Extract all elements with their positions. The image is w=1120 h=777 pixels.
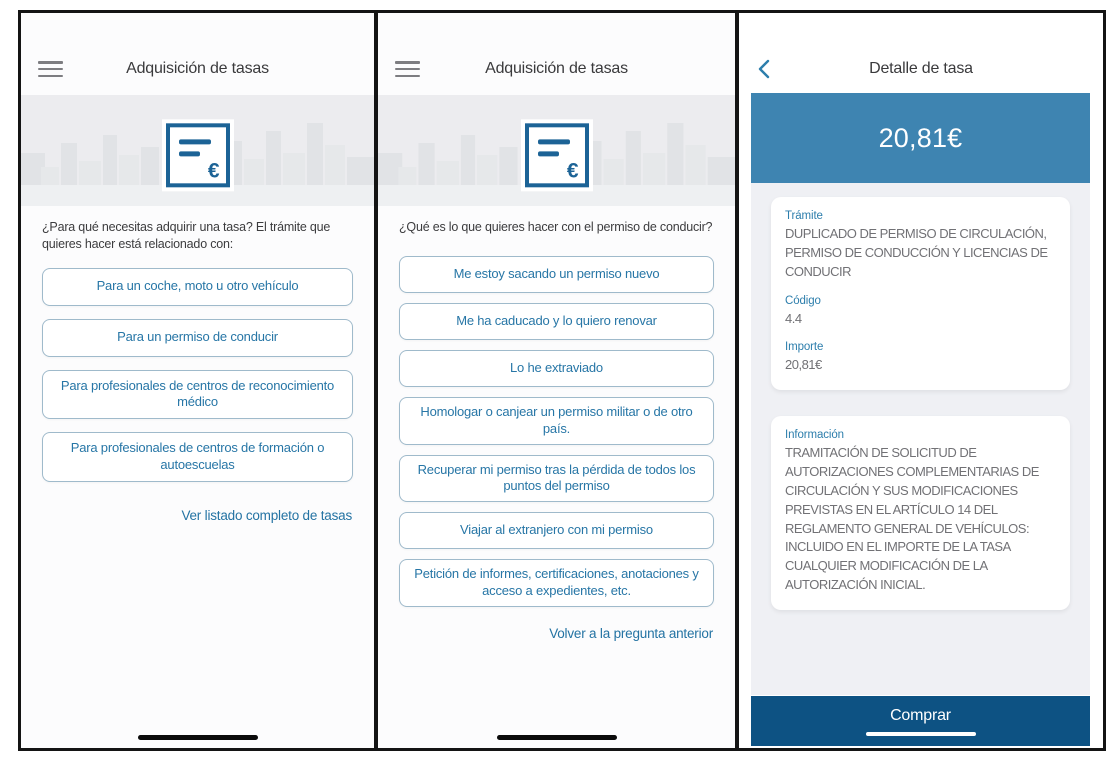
option-centros-reconocimiento-button[interactable]: Para profesionales de centros de reconocimiento médico: [42, 370, 353, 420]
importe-label: Importe: [785, 341, 824, 354]
city-skyline-illustration: [378, 95, 735, 206]
option-extraviado-button[interactable]: Lo he extraviado: [399, 350, 714, 387]
menu-icon[interactable]: [38, 61, 63, 77]
screen-detalle-tasa: [739, 13, 1103, 748]
page-title: Adquisición de tasas: [485, 60, 628, 77]
home-indicator[interactable]: [497, 735, 617, 740]
price-banner: [751, 93, 1090, 183]
tramite-card: [771, 197, 1070, 390]
informacion-label: Información: [785, 429, 844, 442]
option-viajar-extranjero-button[interactable]: Viajar al extranjero con mi permiso: [399, 512, 714, 549]
option-centros-formacion-button[interactable]: Para profesionales de centros de formación o autoescuelas: [42, 432, 353, 482]
comprar-label: Comprar: [890, 706, 951, 724]
option-permiso-conducir-button[interactable]: Para un permiso de conducir: [42, 319, 353, 357]
app-bar: [739, 57, 1103, 81]
question-text: ¿Qué es lo que quieres hacer con el permiso de conducir?: [399, 220, 713, 234]
home-indicator[interactable]: [138, 735, 258, 740]
informacion-value: TRAMITACIÓN DE SOLICITUD DE AUTORIZACIONES COMPLEMENTARIAS DE CIRCULACIÓN Y SUS MODIFICACIONES PREVISTAS EN EL ARTÍCULO 14 DEL REGLAMENTO GENERAL DE VEHÍCULOS: INCLUIDO EN EL IMPORTE DE LA TASA CUALQUIER MODIFICACIÓN DE LA AUTORIZACIÓN INICIAL.: [785, 445, 1039, 593]
option-permiso-nuevo-button[interactable]: Me estoy sacando un permiso nuevo: [399, 256, 714, 293]
question-text: ¿Para qué necesitas adquirir una tasa? El trámite que quieres hacer está relacionado con:: [42, 220, 331, 251]
option-recuperar-puntos-button[interactable]: Recuperar mi permiso tras la pérdida de todos los puntos del permiso: [399, 455, 714, 503]
tramite-value: DUPLICADO DE PERMISO DE CIRCULACIÓN, PERMISO DE CONDUCCIÓN Y LICENCIAS DE CONDUCIR: [785, 226, 1048, 279]
screenshot-frame: [18, 10, 1106, 751]
screen-adquisicion-tasas-2: [378, 13, 735, 748]
option-vehiculo-button[interactable]: Para un coche, moto u otro vehículo: [42, 268, 353, 306]
codigo-label: Código: [785, 294, 821, 307]
option-peticion-informes-button[interactable]: Petición de informes, certificaciones, anotaciones y acceso a expedientes, etc.: [399, 559, 714, 607]
detail-content: [751, 93, 1090, 695]
importe-value: 20,81€: [785, 357, 822, 373]
options-list: [42, 268, 353, 483]
price-value: 20,81€: [878, 122, 963, 153]
option-renovar-button[interactable]: Me ha caducado y lo quiero renovar: [399, 303, 714, 340]
city-skyline-illustration: [21, 95, 374, 206]
chevron-left-icon[interactable]: [757, 58, 773, 80]
screen-adquisicion-tasas-1: [21, 13, 374, 748]
option-homologar-button[interactable]: Homologar o canjear un permiso militar o de otro país.: [399, 397, 714, 445]
tramite-label: Trámite: [785, 210, 823, 222]
app-bar: [378, 57, 735, 81]
informacion-card: [771, 416, 1070, 610]
options-list: [399, 256, 714, 607]
page-title: Detalle de tasa: [869, 60, 973, 77]
page-title: Adquisición de tasas: [126, 60, 269, 77]
codigo-value: 4.4: [785, 310, 802, 326]
volver-pregunta-link[interactable]: Volver a la pregunta anterior: [549, 626, 713, 642]
tax-document-euro-icon: €: [162, 119, 234, 191]
tax-document-euro-icon: €: [521, 119, 593, 191]
home-indicator: [866, 732, 976, 736]
menu-icon[interactable]: [395, 61, 420, 77]
ver-listado-link[interactable]: Ver listado completo de tasas: [181, 508, 352, 524]
comprar-button[interactable]: [751, 696, 1090, 746]
app-bar: [21, 57, 374, 81]
